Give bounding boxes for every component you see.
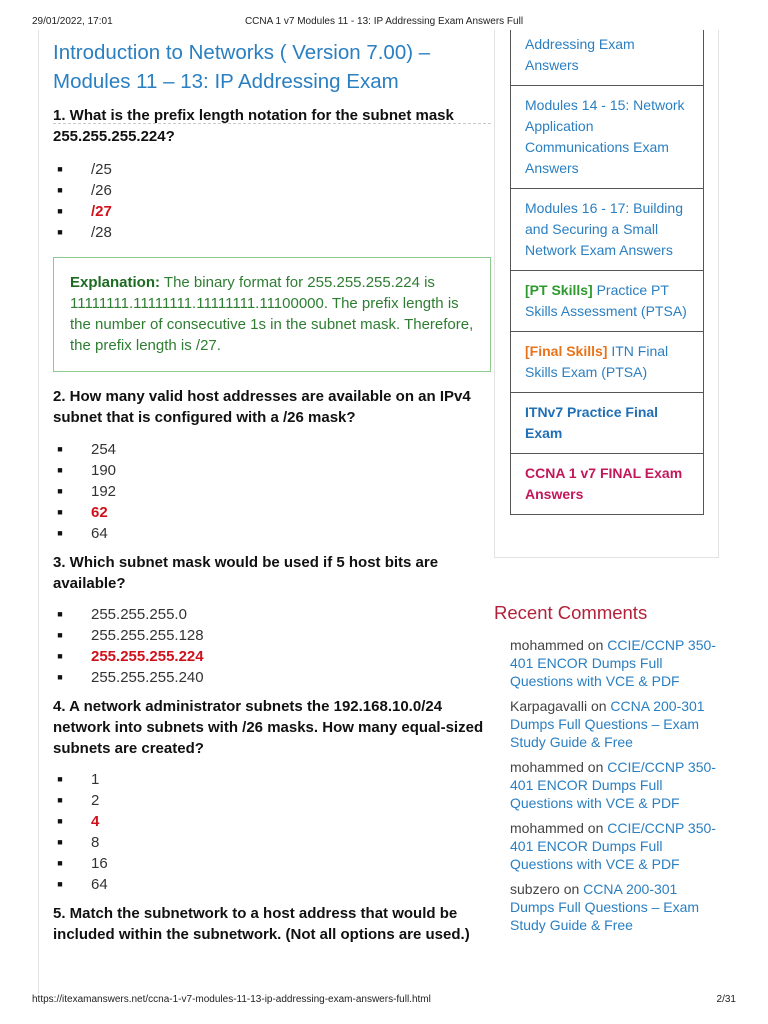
option: ■ 255.255.255.0 bbox=[91, 604, 204, 625]
option: ■ 64 bbox=[91, 523, 116, 544]
option: ■ 1 bbox=[91, 769, 108, 790]
option: ■ /28 bbox=[91, 222, 112, 243]
bullet-icon: ■ bbox=[57, 609, 63, 619]
recent-comments-list bbox=[510, 636, 722, 941]
option-correct: ■ 4 bbox=[91, 811, 108, 832]
option: ■ 8 bbox=[91, 832, 108, 853]
article-column bbox=[38, 30, 491, 994]
print-footer bbox=[32, 994, 736, 1008]
page-number: 2/31 bbox=[716, 994, 736, 1005]
final-skills-tag: [Final Skills] bbox=[525, 343, 608, 359]
nav-link-pt-skills[interactable]: [PT Skills] Practice PT Skills Assessment (PTSA) bbox=[511, 270, 703, 331]
option: ■ 255.255.255.128 bbox=[91, 625, 204, 646]
explanation-text: The binary format for 255.255.255.224 is 11111111.11111111.11111111.11100000. The prefix length is the number of consecutive 1s in the subnet mask. Therefore, the prefix length is /27. bbox=[70, 274, 474, 354]
bullet-icon: ■ bbox=[57, 837, 63, 847]
option: ■ 192 bbox=[91, 481, 116, 502]
nav-link-modules-16-17[interactable]: Modules 16 - 17: Building and Securing a Small Network Exam Answers bbox=[511, 188, 703, 270]
comment-post-link[interactable]: CCIE/CCNP 350-401 ENCOR Dumps Full Questions with VCE & PDF bbox=[510, 820, 716, 872]
option: ■ 255.255.255.240 bbox=[91, 667, 204, 688]
nav-link-final-skills[interactable]: [Final Skills] ITN Final Skills Exam (PTSA) bbox=[511, 331, 703, 392]
option: ■ 254 bbox=[91, 439, 116, 460]
question-3: 3. Which subnet mask would be used if 5 host bits are available? bbox=[53, 554, 439, 592]
recent-comments-title: Recent Comments bbox=[494, 602, 648, 623]
bullet-icon: ■ bbox=[57, 879, 63, 889]
bullet-icon: ■ bbox=[57, 227, 63, 237]
bullet-icon: ■ bbox=[57, 185, 63, 195]
comment-post-link[interactable]: CCIE/CCNP 350-401 ENCOR Dumps Full Questions with VCE & PDF bbox=[510, 637, 716, 689]
bullet-icon: ■ bbox=[57, 630, 63, 640]
explanation-label: Explanation: bbox=[70, 274, 161, 291]
bullet-icon: ■ bbox=[57, 486, 63, 496]
comment-author: mohammed bbox=[510, 637, 584, 653]
bullet-icon: ■ bbox=[57, 164, 63, 174]
option: ■ 64 bbox=[91, 874, 108, 895]
nav-link-practice-final[interactable]: ITNv7 Practice Final Exam bbox=[511, 392, 703, 453]
comment-item: mohammed on CCIE/CCNP 350-401 ENCOR Dumps Full Questions with VCE & PDF bbox=[510, 820, 716, 872]
option-correct: ■ 62 bbox=[91, 502, 116, 523]
question-4: 4. A network administrator subnets the 192.168.10.0/24 network into subnets with /26 masks. How many equal-sized subnets are created? bbox=[53, 698, 484, 757]
comment-post-link[interactable]: CCNA 200-301 Dumps Full Questions – Exam Study Guide & Free bbox=[510, 881, 700, 933]
comment-author: mohammed bbox=[510, 759, 584, 775]
print-url: https://itexamanswers.net/ccna-1-v7-modules-11-13-ip-addressing-exam-answers-full.html bbox=[32, 994, 431, 1005]
comment-author: subzero bbox=[510, 881, 560, 897]
print-document-title: CCNA 1 v7 Modules 11 - 13: IP Addressing Exam Answers Full bbox=[244, 16, 524, 27]
bullet-icon: ■ bbox=[57, 795, 63, 805]
option: ■ 2 bbox=[91, 790, 108, 811]
question-1: 1. What is the prefix length notation for the subnet mask 255.255.255.224? bbox=[53, 107, 454, 145]
print-header bbox=[32, 16, 736, 30]
question-3-options bbox=[57, 604, 204, 688]
bullet-icon: ■ bbox=[57, 507, 63, 517]
bullet-icon: ■ bbox=[57, 774, 63, 784]
comment-post-link[interactable]: CCNA 200-301 Dumps Full Questions – Exam Study Guide & Free bbox=[510, 698, 705, 750]
question-5: 5. Match the subnetwork to a host address that would be included within the subnetwork. (Not all options are used.) bbox=[53, 905, 470, 943]
question-4-options bbox=[57, 769, 108, 895]
bullet-icon: ■ bbox=[57, 528, 63, 538]
question-2-options bbox=[57, 439, 117, 544]
nav-link-ip-addressing[interactable]: Addressing Exam Answers bbox=[525, 36, 635, 73]
bullet-icon: ■ bbox=[57, 858, 63, 868]
option-correct: ■ /27 bbox=[91, 201, 112, 222]
bullet-icon: ■ bbox=[57, 672, 63, 682]
print-date: 29/01/2022, 17:01 bbox=[32, 16, 113, 27]
comment-post-link[interactable]: CCIE/CCNP 350-401 ENCOR Dumps Full Questions with VCE & PDF bbox=[510, 759, 716, 811]
option: ■ /25 bbox=[91, 159, 112, 180]
option: ■ /26 bbox=[91, 180, 112, 201]
bullet-icon: ■ bbox=[57, 444, 63, 454]
bullet-icon: ■ bbox=[57, 651, 63, 661]
sidebar-panel bbox=[494, 30, 719, 558]
pt-skills-tag: [PT Skills] bbox=[525, 282, 593, 298]
comment-item: subzero on CCNA 200-301 Dumps Full Questions – Exam Study Guide & Free bbox=[510, 881, 700, 933]
comment-author: Karpagavalli bbox=[510, 698, 588, 714]
nav-link-final-exam[interactable]: CCNA 1 v7 FINAL Exam Answers bbox=[511, 453, 703, 514]
sidebar-nav bbox=[510, 30, 704, 515]
option-correct: ■ 255.255.255.224 bbox=[91, 646, 204, 667]
question-2: 2. How many valid host addresses are available on an IPv4 subnet that is configured with a /26 mask? bbox=[53, 388, 471, 426]
bullet-icon: ■ bbox=[57, 816, 63, 826]
comment-item: mohammed on CCIE/CCNP 350-401 ENCOR Dumps Full Questions with VCE & PDF bbox=[510, 637, 716, 689]
comment-author: mohammed bbox=[510, 820, 584, 836]
comment-item: mohammed on CCIE/CCNP 350-401 ENCOR Dumps Full Questions with VCE & PDF bbox=[510, 759, 716, 811]
comment-item: Karpagavalli on CCNA 200-301 Dumps Full Questions – Exam Study Guide & Free bbox=[510, 698, 705, 750]
explanation-box bbox=[53, 257, 491, 372]
bullet-icon: ■ bbox=[57, 206, 63, 216]
nav-link-modules-14-15[interactable]: Modules 14 - 15: Network Application Communications Exam Answers bbox=[511, 85, 703, 188]
bullet-icon: ■ bbox=[57, 465, 63, 475]
option: ■ 190 bbox=[91, 460, 116, 481]
question-1-options bbox=[57, 159, 112, 243]
option: ■ 16 bbox=[91, 853, 108, 874]
page-title: Introduction to Networks ( Version 7.00) – Modules 11 – 13: IP Addressing Exam bbox=[53, 41, 431, 93]
